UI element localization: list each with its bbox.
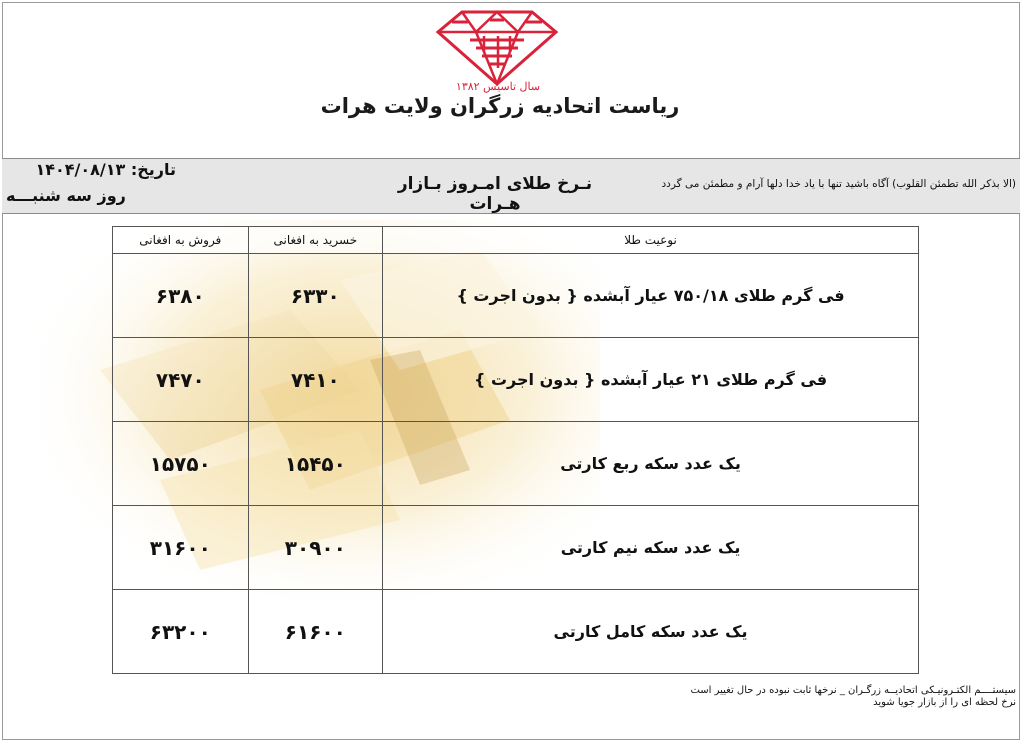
sell-price: ۷۴۷۰ <box>113 338 249 422</box>
row-label: یک عدد سکه نیم کارتی <box>383 506 919 590</box>
logo-year-text: سال تاسیس ۱۳۸۲ <box>455 80 541 93</box>
band-title: نـرخ طلای امـروز بـازار هـرات <box>397 174 593 214</box>
sell-price: ۶۳۲۰۰ <box>113 590 249 674</box>
row-label: فی گرم طلای ۷۵۰/۱۸ عیار آبشده { بدون اجرت } <box>383 254 919 338</box>
header-sell: فروش به افغانی <box>113 227 249 254</box>
sell-price: ۶۳۸۰ <box>113 254 249 338</box>
org-title: ریاست اتحادیه زرگران ولایت هرات <box>320 94 680 118</box>
sell-price: ۱۵۷۵۰ <box>113 422 249 506</box>
table-row <box>113 506 919 590</box>
buy-price: ۷۴۱۰ <box>248 338 383 422</box>
table-row <box>113 254 919 338</box>
diamond-logo-icon <box>432 6 562 86</box>
buy-price: ۳۰۹۰۰ <box>248 506 383 590</box>
table-row <box>113 590 919 674</box>
table-row <box>113 338 919 422</box>
row-label: یک عدد سکه کامل کارتی <box>383 590 919 674</box>
buy-price: ۱۵۴۵۰ <box>248 422 383 506</box>
footer-note <box>640 685 1016 709</box>
gold-price-table <box>112 226 919 674</box>
header-type: نوعیت طلا <box>383 227 919 254</box>
verse-text: (الا بذکر الله تطمئن القلوب) آگاه باشید تنها با یاد خدا دلها آرام و مطمئن می گردد <box>661 178 1016 190</box>
sell-price: ۳۱۶۰۰ <box>113 506 249 590</box>
table-row <box>113 422 919 506</box>
date-text: تاریخ: ۱۴۰۴/۰۸/۱۳ <box>35 160 176 179</box>
table-header-row <box>113 227 919 254</box>
footer-line-1: سیستــــم الکتـرونیـکی اتحادیــه زرگـران _ نرخها ثابت نبوده در حال تغییر است <box>690 685 1016 696</box>
row-label: فی گرم طلای ۲۱ عیار آبشده { بدون اجرت } <box>383 338 919 422</box>
header-buy: خسرید به افغانی <box>248 227 383 254</box>
row-label: یک عدد سکه ربع کارتی <box>383 422 919 506</box>
footer-line-2: نرخ لحظه ای را از بازار جویا شوید <box>873 697 1016 708</box>
day-text: روز سه شنبـــه <box>6 186 126 205</box>
buy-price: ۶۱۶۰۰ <box>248 590 383 674</box>
buy-price: ۶۳۳۰ <box>248 254 383 338</box>
